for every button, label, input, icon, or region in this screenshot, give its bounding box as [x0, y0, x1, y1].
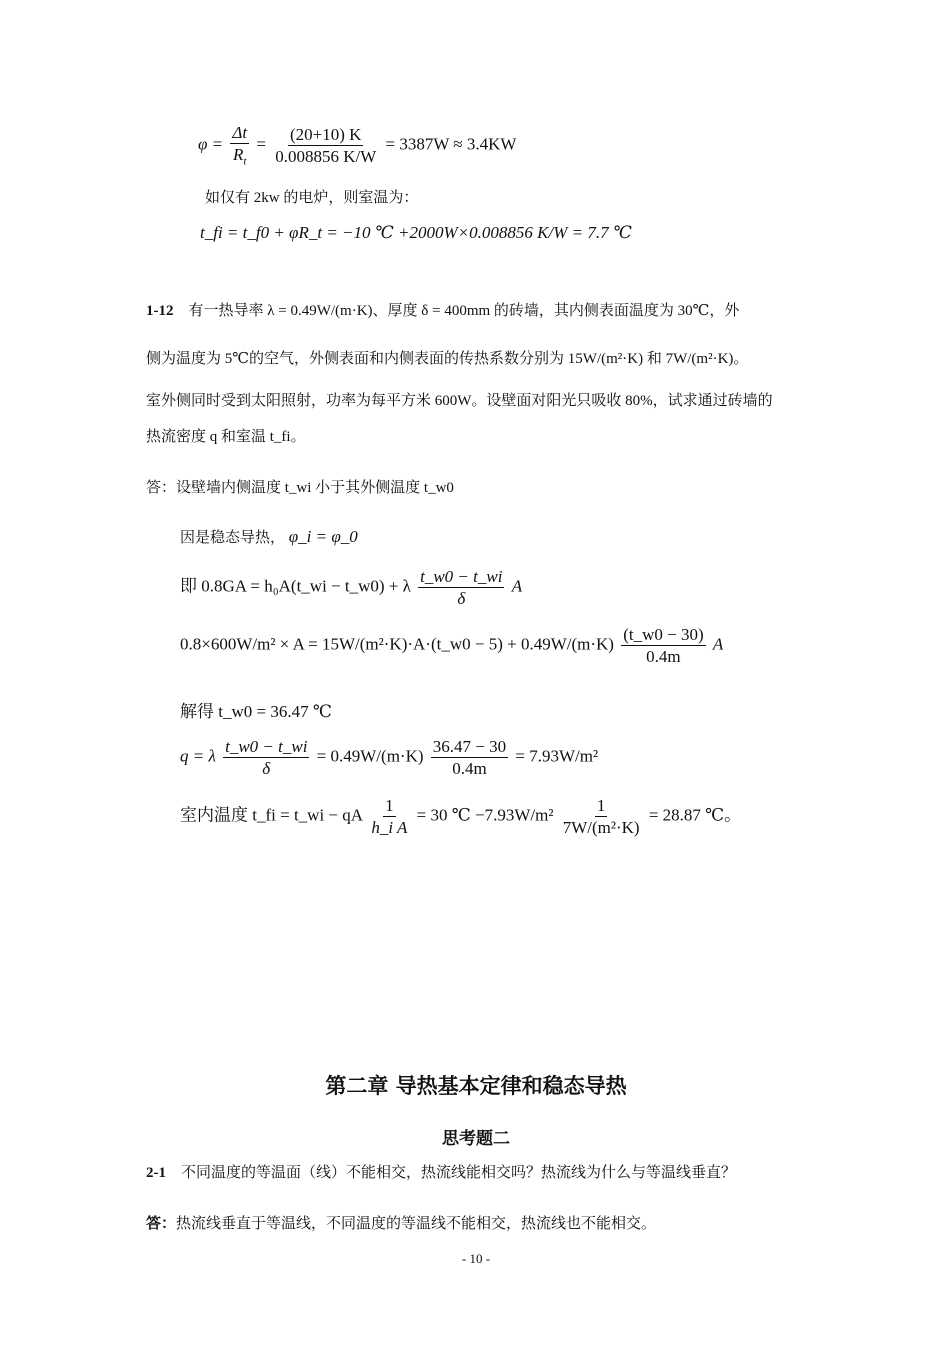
equation-room-temperature: 室内温度 t_fi = t_wi − qA $\frac{1}{\text{h\_i A}}$ = 30 ℃ −7.93W/m² $\frac{1}{\text{7W/(m²·K)}}$ = 28.87 ℃。: [180, 796, 742, 838]
equation-substitution: 0.8×600W/m² × A = 15W/(m²·K)·A·(t_w0 − 5) + 0.49W/(m·K) $\frac{(t\_w0 - 30)}{0.4m}$ A: [180, 625, 724, 667]
problem-1-12-line4: 热流密度 q 和室温 t_fi。: [146, 429, 306, 445]
problem-1-12: 1-12 有一热导率 λ = 0.49W/(m·K)、厚度 δ = 400mm 的砖墙，其内侧表面温度为 30℃，外: [146, 303, 740, 319]
eq-result: = 3387W ≈ 3.4KW: [385, 134, 517, 154]
problem-number: 2-1: [146, 1165, 166, 1181]
steady-state-line: 因是稳态导热， φ_i = φ_0: [180, 527, 358, 546]
solution-tw0: 解得 t_w0 = 36.47 ℃: [180, 702, 332, 721]
equation-energy-balance: 即 0.8GA = h₀A(t_wi − t_w0) + λ $\frac{t\_w0 - t\_wi}{\delta}$ A: [180, 567, 523, 609]
answer-intro: 答：设壁墙内侧温度 t_wi 小于其外侧温度 t_w0: [146, 480, 454, 496]
problem-2-1: 2-1 不同温度的等温面（线）不能相交，热流线能相交吗？热流线为什么与等温线垂直？: [146, 1165, 737, 1181]
fraction-temp-resistance: $\frac{(20+10) K}{0.008856 K/W}$: [275, 124, 377, 167]
problem-number: 1-12: [146, 303, 174, 319]
answer-2-1: 答：热流线垂直于等温线，不同温度的等温线不能相交，热流线也不能相交。: [146, 1216, 657, 1232]
equation-heat-flux: q = λ $\frac{t\_w0 - t\_wi}{\delta}$ = 0.49W/(m·K) $\frac{36.47 - 30}{0.4m}$ = 7.93W/m²: [180, 737, 599, 779]
problem-1-12-line2: 侧为温度为 5℃的空气，外侧表面和内侧表面的传热系数分别为 15W/(m²·K) 和 7W/(m²·K)。: [146, 351, 749, 367]
equation-room-temp-2kw: t_fi = t_f0 + φR_t = −10 ℃ +2000W×0.008856 K/W = 7.7 ℃: [200, 223, 632, 242]
page-number: - 10 -: [461, 1251, 491, 1266]
eq-lhs: φ =: [198, 134, 224, 154]
fraction-dt-rt: $\frac{\Delta t}{R_t}$: [232, 123, 248, 168]
equation-heat-flow: φ = $\frac{\Delta t}{R_t}$ = $\frac{(20+10) K}{0.008856 K/W}$ = 3387W ≈ 3.4KW: [198, 123, 517, 168]
text-2kw-heater: 如仅有 2kw 的电炉，则室温为：: [205, 190, 419, 206]
section-title: 思考题二: [442, 1129, 510, 1149]
problem-1-12-line3: 室外侧同时受到太阳照射，功率为每平方米 600W。设壁面对阳光只吸收 80%，试求通过砖墙的: [146, 393, 773, 409]
chapter-title: 第二章 导热基本定律和稳态导热: [325, 1074, 627, 1098]
